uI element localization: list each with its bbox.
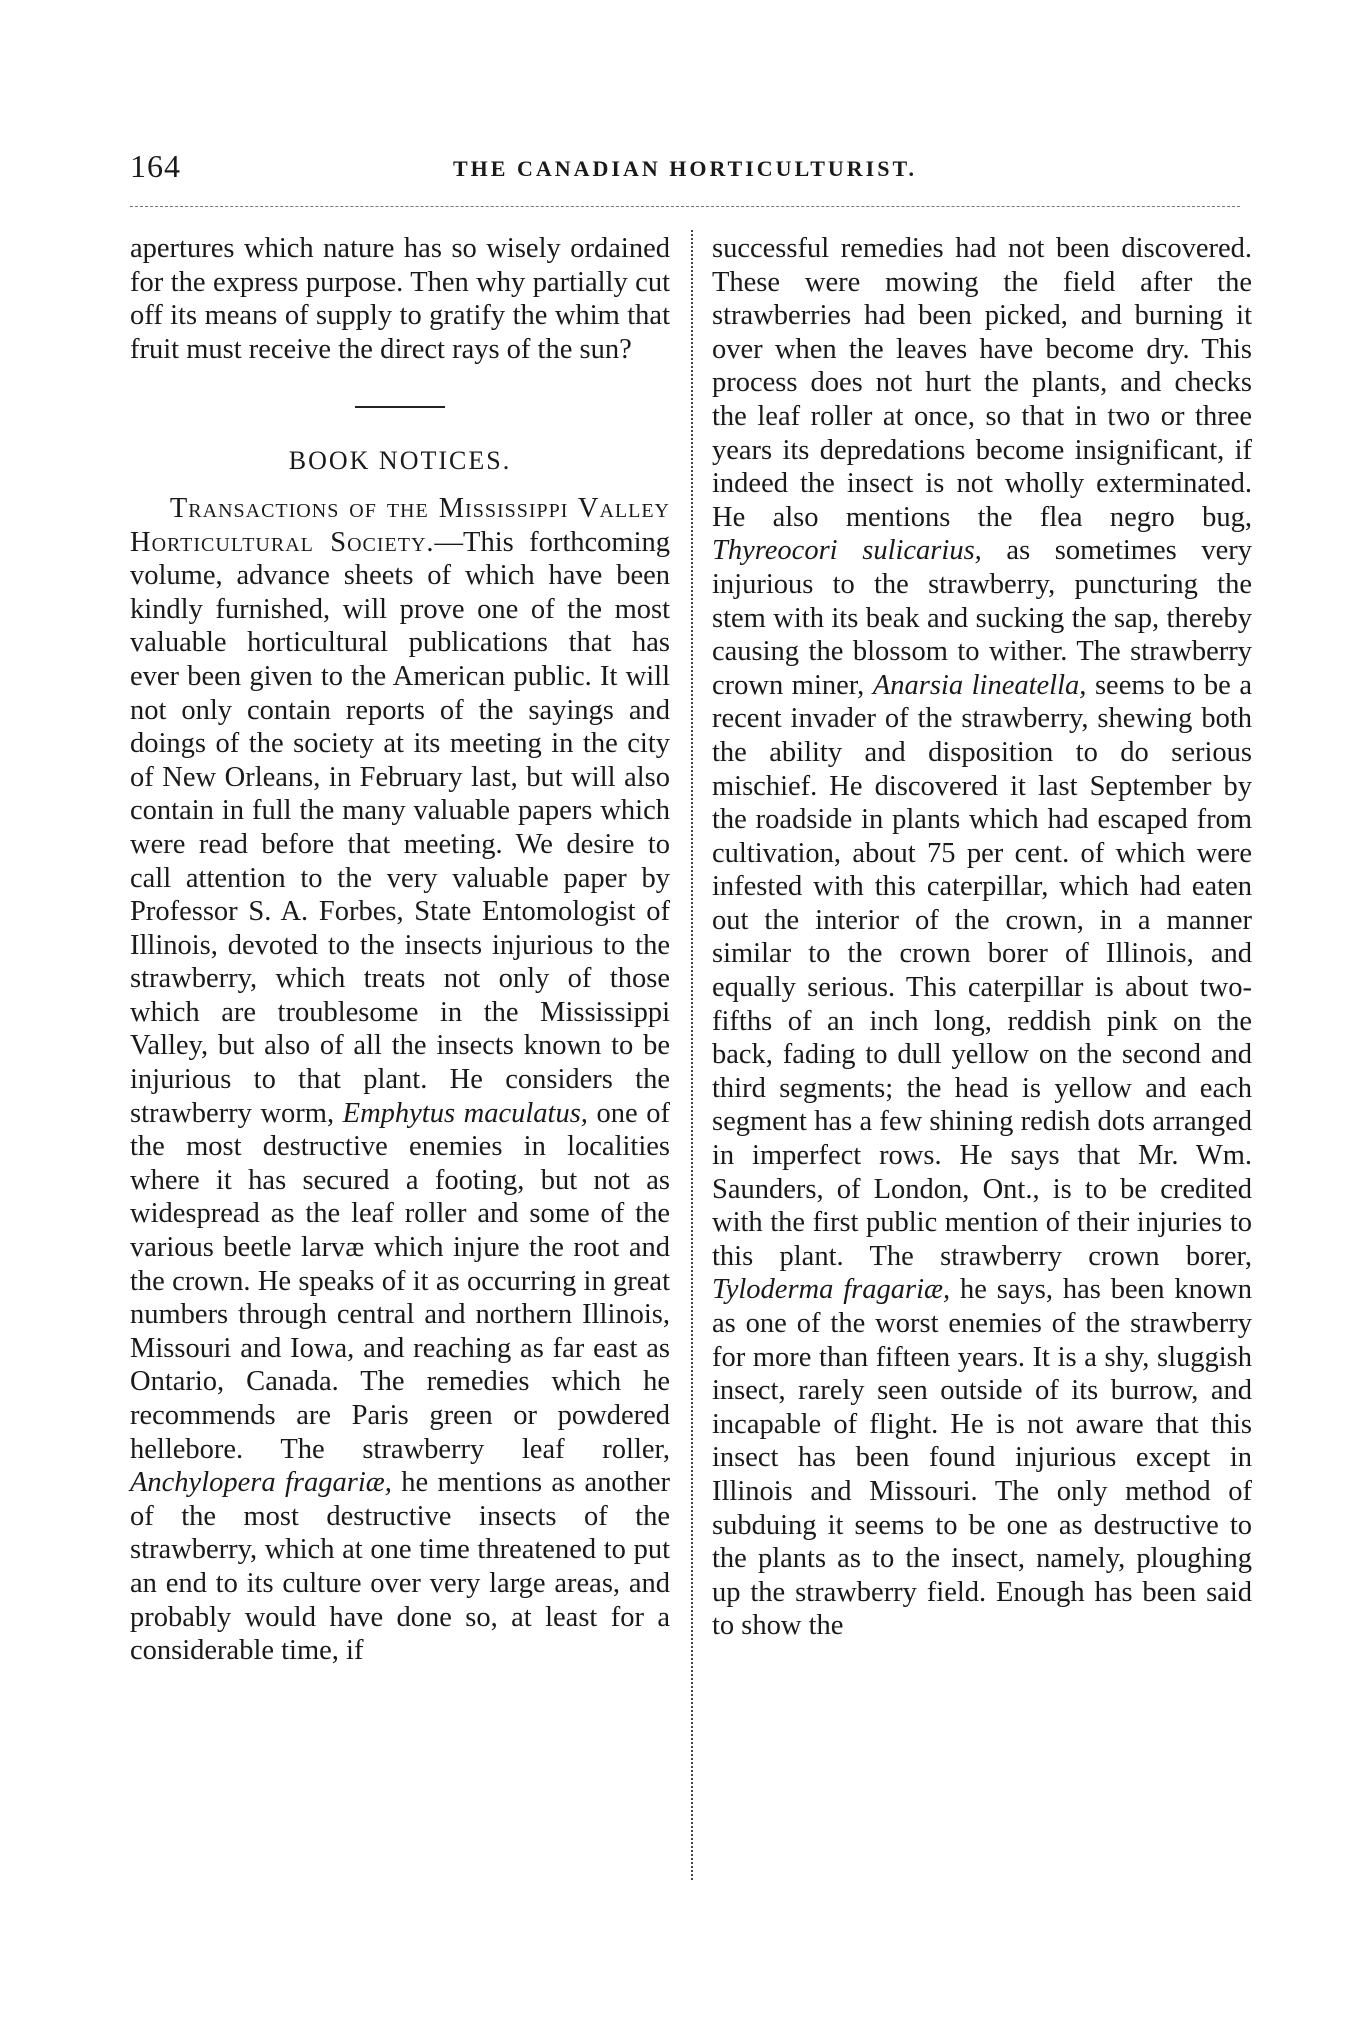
header-rule — [130, 206, 1240, 207]
page-header — [130, 148, 1240, 188]
notice-title: Transactions of the Mississippi Valley Horticultural Society. — [130, 492, 670, 558]
column-divider — [691, 230, 693, 1880]
paragraph: apertures which nature has so wisely ordained for the express purpose. Then why partially cut off its means of supply to gratify the whim that fruit must receive the direct rays of the sun? — [130, 233, 670, 365]
notice-dash: — — [434, 526, 464, 558]
species-name: Tyloderma fragariæ, — [712, 1274, 951, 1306]
paragraph — [712, 232, 1252, 1643]
right-column — [712, 232, 1252, 1643]
section-divider — [355, 406, 445, 408]
section-heading: BOOK NOTICES. — [288, 446, 512, 476]
body-text: seems to be a recent invader of the strawberry, shewing both the ability and disposition to do serious mischief. He discovered it last September by the roadside in plants which had escaped from cultivation, about 75 per cent. of which were infested with this caterpillar, which had eaten out the interior of the crown, in a manner similar to the crown borer of Illinois, and equally serious. This caterpillar is about two-fifths of an inch long, reddish pink on the back, fading to dull yellow on the second and third segments; the head is yellow and each segment has a few shining redish dots arranged in imperfect rows. He says that Mr. Wm. Saunders, of London, Ont., is to be credited with the first public mention of their injuries to this plant. The strawberry crown borer, — [712, 669, 1253, 1272]
left-column — [130, 232, 670, 1668]
notice-text: This forthcoming volume, advance sheets of which have been kindly furnished, will prove one of the most valuable horticultural publications that has ever been given to the American public. It will not only contain reports of the sayings and doings of the society at its meeting in the city of New Orleans, in February last, but will also contain in full the many valuable papers which were read before that meeting. We desire to call attention to the very valuable paper by Professor S. A. Forbes, State Entomologist of Illinois, devoted to the insects injurious to the strawberry, which treats not only of those which are troublesome in the Mississippi Valley, but also of all the insects known to be injurious to that plant. He considers the strawberry worm, — [130, 526, 670, 1129]
page-number: 164 — [130, 148, 181, 184]
species-name: Anarsia lineatella, — [872, 669, 1087, 701]
notice-text: he mentions as another of the most destructive insects of the strawberry, which at one time threatened to put an end to its culture over very large areas, and probably would have done so, at least for a considerable time, if — [130, 1467, 670, 1667]
species-name: Anchylopera fragariæ, — [130, 1467, 392, 1499]
body-text: he says, has been known as one of the worst enemies of the strawberry for more than fifteen years. It is a shy, sluggish insect, rarely seen outside of its burrow, and incapable of flight. He is not aware that this insect has been found injurious except in Illinois and Missouri. The only method of subduing it seems to be one as destructive to the plants as to the insect, namely, ploughing up the strawberry field. Enough has been said to show the — [712, 1274, 1252, 1642]
body-text: as sometimes very injurious to the strawberry, puncturing the stem with its beak and sucking the sap, thereby causing the blossom to wither. The strawberry crown miner, — [712, 535, 1252, 701]
notice-text: one of the most destructive enemies in localities where it has secured a footing, but not as widespread as the leaf roller and some of the various beetle larvæ which injure the root and the crown. He speaks of it as occurring in great numbers through central and northern Illinois, Missouri and Iowa, and reaching as far east as Ontario, Canada. The remedies which he recommends are Paris green or powdered hellebore. The strawberry leaf roller, — [130, 1097, 671, 1465]
book-notice — [130, 492, 670, 1668]
species-name: Thyreocori sulicarius, — [712, 535, 982, 567]
species-name: Emphytus maculatus, — [342, 1097, 588, 1129]
running-title: THE CANADIAN HORTICULTURIST. — [452, 156, 918, 181]
body-text: successful remedies had not been discovered. These were mowing the field after the strawberries had been picked, and burning it over when the leaves have become dry. This process does not hurt the plants, and checks the leaf roller at once, so that in two or three years its depredations become insignificant, if indeed the insect is not wholly exterminated. He also mentions the flea negro bug, — [712, 233, 1252, 533]
